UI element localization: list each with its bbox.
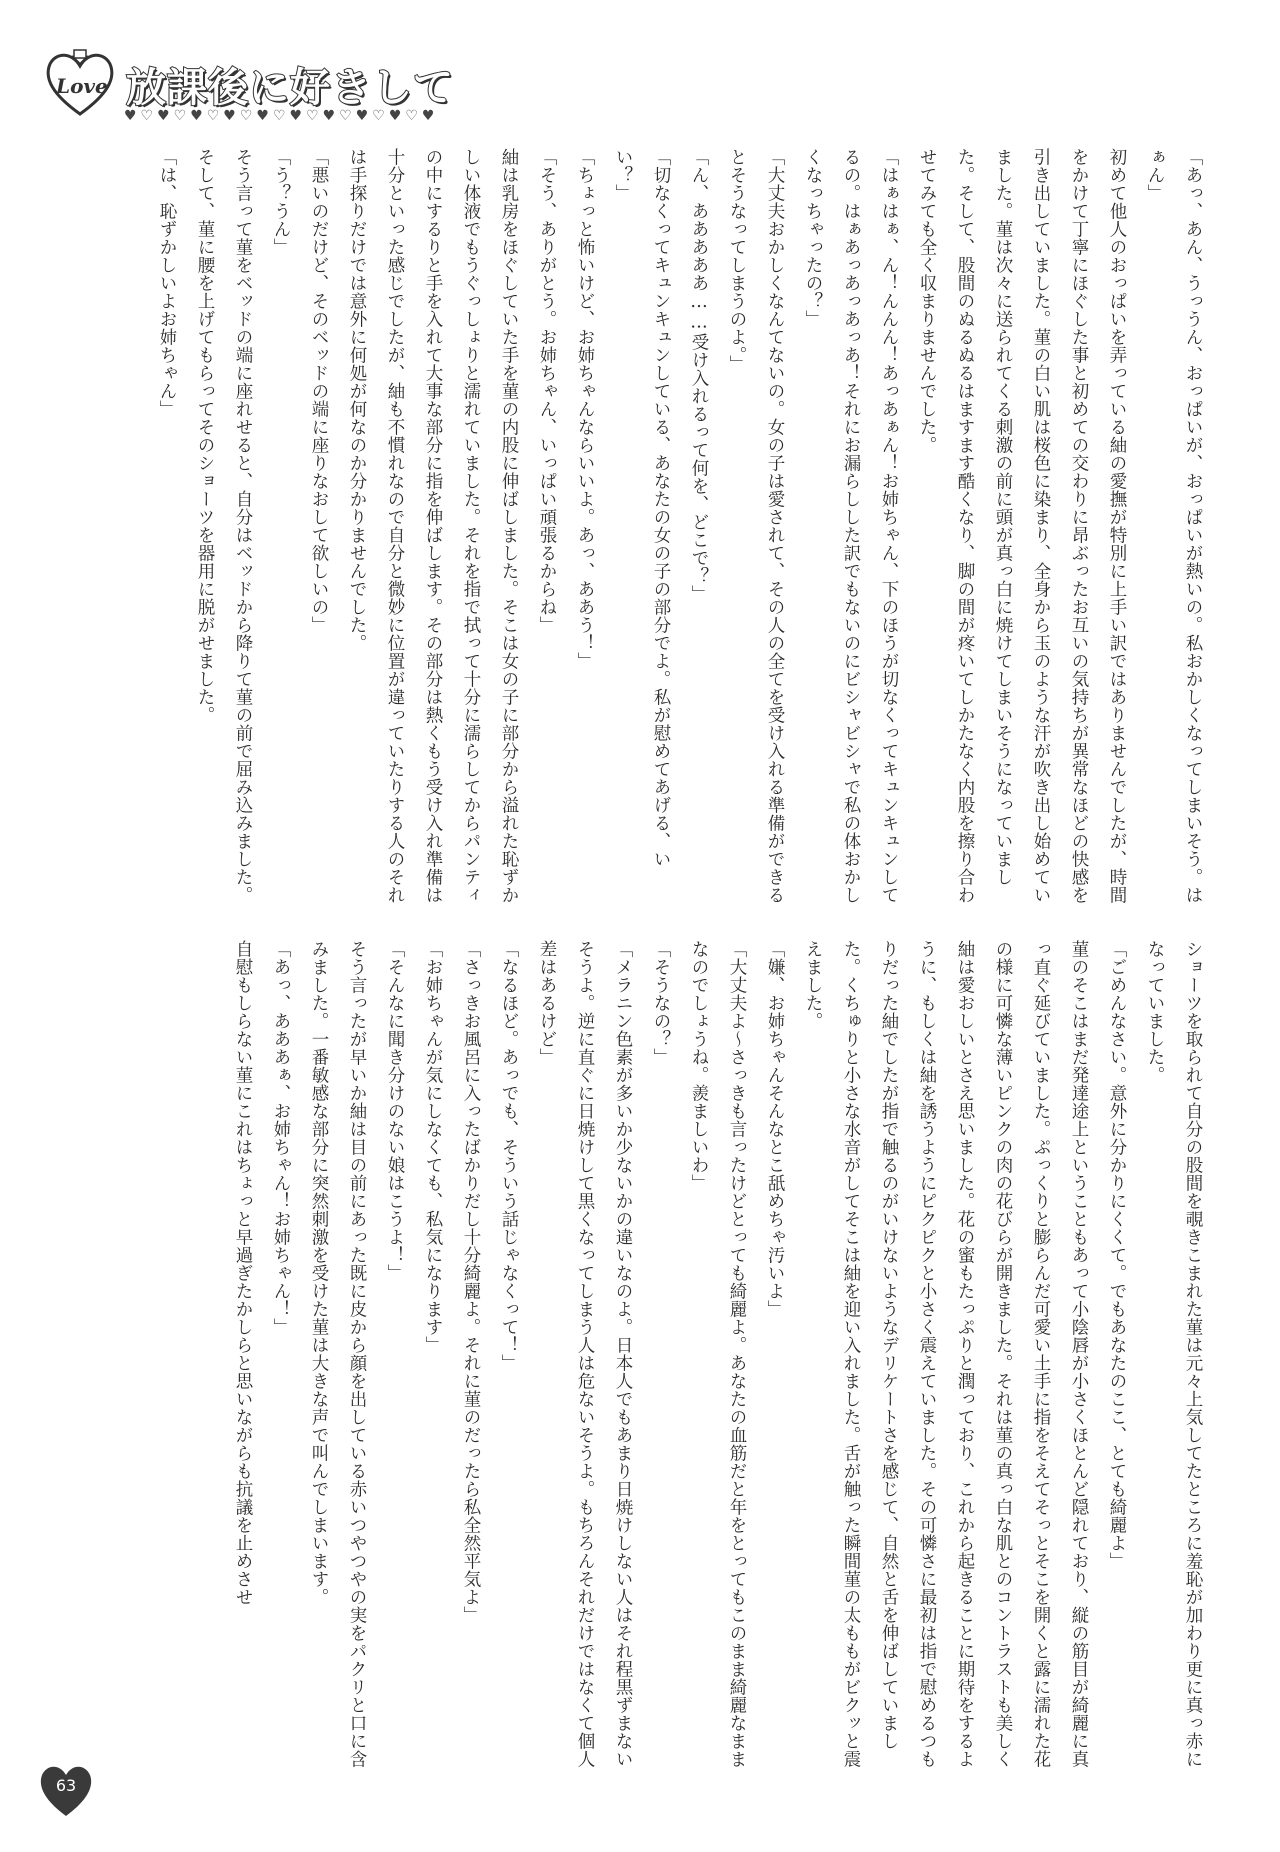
paragraph: 「あっ、あああぁ、お姉ちゃん！お姉ちゃん！」 [271, 940, 291, 1336]
paragraph: 「ちょっと怖いけど、お姉ちゃんならいいよ。あっ、ああう！」 [575, 148, 595, 670]
page-number [36, 1762, 96, 1818]
paragraph: 「そんなに聞き分けのない娘はこうよ！」 [385, 940, 405, 1282]
page-number-label: 63 [55, 1776, 77, 1795]
paragraph: 「切なくってキュンキュンしている、あなたの女の子の部分でよ。私が慰めてあげる、いい？」 [613, 148, 671, 868]
text-block-top [157, 148, 1212, 908]
paragraph: 菫のそこはまだ発達途上ということもあって小陰唇が小さくほとんど隠れており、縦の筋目が綺麗に真っ直ぐ延びていました。ぷっくりと膨らんだ可愛い土手に指をそえてそっとそこを開くと露に濡れた花の様に可憐な薄いピンクの肉の花びらが開きました。それは菫の真っ白な肌とのコントラストも美しく紬は愛おしいとさえ思いました。花の蜜もたっぷりと潤っており、これから起きることに期待をするように、もしくは紬を誘うようにピクピクと小さく震えていました。その可憐さに最初は指で慰めるつもりだった紬でしたが指で触るのがいけないようなデリケートさを感じて、自然と舌を伸ばしていました。くちゅりと小さな水音がしてそこは紬を迎い入れました。舌が触った瞬間菫の太ももがビクッと震えました。 [803, 940, 1089, 1768]
paragraph: 「悪いのだけど、そのベッドの端に座りなおして欲しいの」 [309, 148, 329, 634]
paragraph: 「そう、ありがとう。お姉ちゃん、いっぱい頑張るからね」 [537, 148, 557, 634]
paragraph: 「は、恥ずかしいよお姉ちゃん」 [157, 148, 177, 418]
paragraph: 「なるほど。あっでも、そういう話じゃなくって！」 [499, 940, 519, 1372]
heart-row-decoration: ♥♡♥♡♥♡♥♡♥♡♥♡♥♡♥♡♥♡♥ [124, 108, 439, 124]
paragraph: 「ごめんなさい。意外に分かりにくくて。でもあなたのここ、とても綺麗よ」 [1107, 940, 1127, 1570]
paragraph: 「メラニン色素が多いか少ないかの違いなのよ。日本人でもあまり日焼けしない人はそれ程黒ずまないそうよ。逆に直ぐに日焼けして黒くなってしまう人は危ないそうよ。もちろんそれだけではなくて個人差はあるけど」 [537, 940, 633, 1768]
paragraph: 「大丈夫おかしくなんてないの。女の子は愛されて、その人の全てを受け入れる準備ができるとそうなってしまうのよ。」 [727, 148, 785, 904]
book-title: 放課後に好きして [126, 65, 454, 111]
paragraph: そう言って菫をベッドの端に座れせると、自分はベッドから降りて菫の前で屈み込みました。そして、菫に腰を上げてもらってそのショーツを器用に脱がせました。 [195, 148, 253, 904]
paragraph: ショーツを取られて自分の股間を覗きこまれた菫は元々上気してたところに羞恥が加わり更に真っ赤になっていました。 [1145, 940, 1203, 1768]
paragraph: 紬は乳房をほぐしていた手を菫の内股に伸ばしました。そこは女の子に部分から溢れた恥ずかしい体液でもうぐっしょりと濡れていました。それを指で拭って十分に濡らしてからパンティの中にするりと手を入れて大事な部分に指を伸ばします。その部分は熱くもう受け入れ準備は十分といった感じでしたが、紬も不慣れなので自分と微妙に位置が違っていたりする人のそれは手探りだけでは意外に何処が何なのか分かりませんでした。 [347, 148, 519, 904]
paragraph: 「そうなの？」 [651, 940, 671, 1066]
paragraph: 「はぁはぁ、ん！んんん！あっあぁん！お姉ちゃん、下のほうが切なくってキュンキュンしてるの。はぁあっあっあっあ！それにお漏らしした訳でもないのにビシャビシャで私の体おかしくなっちゃったの？」 [803, 148, 899, 904]
paragraph: 自慰もしらない菫にこれはちょっと早過ぎたかしらと思いながらも抗議を止めさせ [233, 940, 253, 1606]
paragraph: 「あっ、あん、うっうん、おっぱいが、おっぱいが熱いの。私おかしくなってしまいそう。はぁん」 [1145, 148, 1203, 904]
paragraph: 「大丈夫よ〜さっきも言ったけどとっても綺麗よ。あなたの血筋だと年をとってもこのまま綺麗なままなのでしょうね。羨ましいわ」 [689, 940, 747, 1768]
header [42, 48, 454, 128]
paragraph: 「さっきお風呂に入ったばかりだし十分綺麗よ。それに菫のだったら私全然平気よ」 [461, 940, 481, 1624]
paragraph: 「嫌、お姉ちゃんそんなとこ舐めちゃ汚いよ」 [765, 940, 785, 1318]
logo-text: Love [56, 74, 108, 98]
paragraph: そう言ったが早いか紬は目の前にあった既に皮から顔を出している赤いつやつやの実をパクリと口に含みました。一番敏感な部分に突然刺激を受けた菫は大きな声で叫んでしまいます。 [309, 940, 367, 1768]
paragraph: 「ん、あああああ……受け入れるって何を、どこで？」 [689, 148, 709, 603]
heart-logo [42, 48, 118, 120]
paragraph: 初めて他人のおっぱいを弄っている紬の愛撫が特別に上手い訳ではありませんでしたが、時間をかけて丁寧にほぐした事と初めての交わりに昂ぶったお互いの気持ちが異常なほどの快感を引き出していました。菫の白い肌は桜色に染まり、全身から玉のような汗が吹き出し始めていました。菫は次々に送られてくる刺激の前に頭が真っ白に焼けてしまいそうになっていました。そして、股間のぬるぬるはますます酷くなり、脚の間が疼いてしかたなく内股を擦り合わせてみても全く収まりませんでした。 [917, 148, 1127, 904]
text-block-bottom [202, 940, 1212, 1770]
paragraph: 「お姉ちゃんが気にしなくても、私気になります」 [423, 940, 443, 1354]
paragraph: 「う？うん」 [271, 148, 291, 256]
